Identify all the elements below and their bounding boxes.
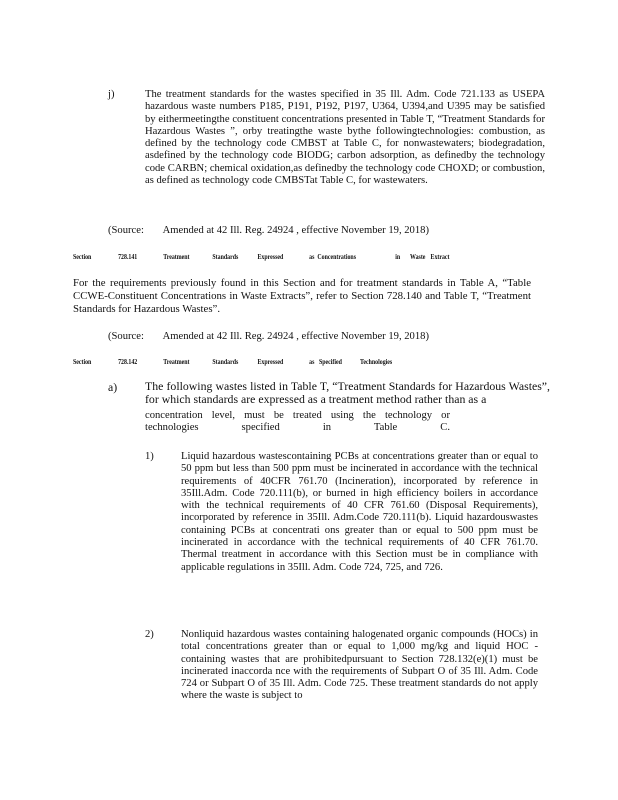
heading-word: Treatment <box>163 253 190 261</box>
source-text: Amended at 42 Ill. Reg. 24924 , effective November 19, 2018) <box>162 225 429 236</box>
item-j-paragraph: The treatment standards for the wastes specified in 35 Ill. Adm. Code 721.133 as USEPA hazardous waste numbers P185, P191, P192, P197, U364, U394,and U395 may be satisfied by eithermeetingthe constituent concentrations presented in Table T, “Treatment Standards for Hazardous Wastes ”, orby treatingthe waste bythe followingtechnologies: combustion, as defined by the technology code CMBST at Table C, for nonwastewaters; biodegradation, asdefined by the technology code BIODG; carbon adsorption, as definedby the technology code CARBN; chemical oxidation,as definedby the technology code CHOXD; or combustion, as defined as technology code CMBSTat Table C, for wastewaters. <box>145 89 545 187</box>
section-number: 728.141 <box>118 253 138 261</box>
source-label: (Source: <box>108 225 144 236</box>
heading-word: as <box>309 358 315 366</box>
heading-word: Extract <box>430 253 450 261</box>
heading-word: Standards <box>212 358 239 366</box>
heading-word: Expressed <box>257 358 284 366</box>
section-728-141-paragraph: For the requirements previously found in this Section and for treatment standards in Table A, “Table CCWE-Constituent Concentrations in Waste Extracts”, refer to Section 728.140 and Table T, “Treatment Standards for Hazardous Wastes”. <box>73 277 531 315</box>
item-2-paragraph: Nonliquid hazardous wastes containing halogenated organic compounds (HOCs) in total concentrations greater than or equal to 1,000 mg/kg and liquid HOC -containing wastes that are prohibitedpursuant to Section 728.132(e)(1) must be incinerated inaccorda nce with the requirements of Subpart O of 35 Ill. Adm. Code 724 or Subpart O of 35 Ill. Adm. Code 725. These treatment standards do not apply where the waste is subject to <box>181 629 538 702</box>
source-note-2 <box>108 331 429 343</box>
item-a-paragraph-lead: The following wastes listed in Table T, “Treatment Standards for Hazardous Wastes”, for which standards are expressed as a treatment method rather than as a <box>145 379 550 406</box>
section-728-142-heading <box>73 358 417 367</box>
item-2-marker: 2) <box>145 629 154 640</box>
source-note-1 <box>108 225 429 237</box>
section-728-141-heading <box>73 253 450 262</box>
item-a-paragraph-rest: concentration level, must be treated using the technology or technologies specified in Table C. <box>145 410 450 434</box>
heading-word: as <box>309 253 315 261</box>
item-a-marker: a) <box>108 380 118 394</box>
heading-word: Standards <box>212 253 239 261</box>
heading-word: Technologies <box>360 358 393 366</box>
heading-word: Treatment <box>163 358 190 366</box>
section-number: 728.142 <box>118 358 138 366</box>
heading-word: Expressed <box>257 253 284 261</box>
item-j-marker: j) <box>108 89 115 100</box>
heading-word: in <box>395 253 401 261</box>
heading-word: Waste <box>410 253 426 261</box>
source-label: (Source: <box>108 331 144 342</box>
section-label: Section <box>73 253 92 261</box>
item-1-paragraph: Liquid hazardous wastescontaining PCBs at concentrations greater than or equal to 50 ppm but less than 500 ppm must be incinerated in accordance with the technical requirements of 40CFR 761.70 (Incineration), incorporated by reference in 35Ill.Adm. Code 720.111(b), or burned in high efficiency boilers in accordance with the technical requirements of 40 CFR 761.60 (Disposal Requirements), incorporated by reference in 35Ill. Adm.Code 720.111(b). Liquid hazardouswastes containing PCBs at concentrati ons greater than or equal to 500 ppm must be incinerated in accordance with the technical requirements of 40 CFR 761.70. Thermal treatment in accordance with this Section must be in compliance with applicable regulations in 35Ill. Adm. Code 724, 725, and 726. <box>181 451 538 573</box>
heading-word: Specified <box>319 358 342 366</box>
section-label: Section <box>73 358 92 366</box>
heading-word: Concentrations <box>317 253 357 261</box>
item-1-marker: 1) <box>145 451 154 462</box>
source-text: Amended at 42 Ill. Reg. 24924 , effective November 19, 2018) <box>162 331 429 342</box>
